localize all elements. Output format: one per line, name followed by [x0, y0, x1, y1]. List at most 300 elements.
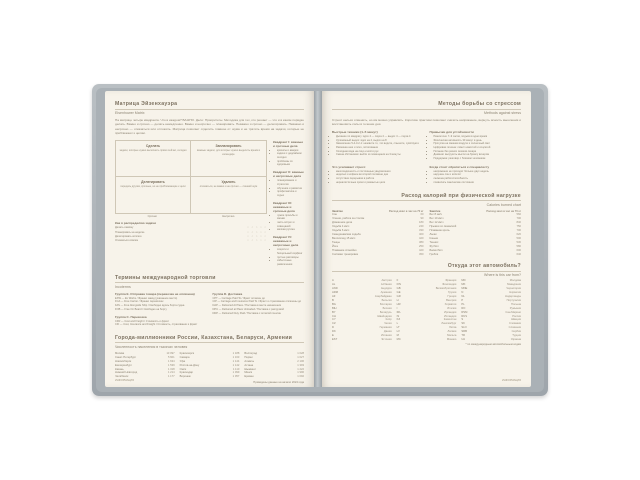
- column-header-calories: Расход ккал в час на 70 кг: [388, 209, 424, 213]
- technique-item: • Дыхание по квадрату: вдох 4 — пауза 4 — выдох 4 — пауза 4: [336, 135, 424, 139]
- car-code-column: [397, 279, 457, 342]
- activity: Плавание спокойно: [332, 248, 357, 252]
- country-name: Бельгия: [381, 298, 392, 302]
- matrix-quadrant-3: [116, 177, 191, 213]
- quadrant-title: Запланировать: [215, 143, 242, 148]
- car-code: GB: [396, 287, 401, 291]
- city-name: Нижний Новгород: [115, 371, 138, 375]
- car-code-row: [397, 338, 457, 342]
- city-population: 1 163: [232, 355, 240, 359]
- checklist-dots[interactable]: ○ ○ ○ ○ ○: [247, 239, 267, 243]
- activity: Велосипед 15 км/ч: [332, 236, 356, 240]
- city-population: 1 188: [232, 351, 240, 355]
- car-code: L: [396, 322, 399, 326]
- country-name: Сербия: [511, 330, 522, 334]
- section-subtitle: Incoterms: [115, 284, 131, 289]
- country-name: Босния: [382, 306, 392, 310]
- calories: 580: [516, 244, 521, 248]
- calories: 700: [516, 217, 521, 221]
- activity: Танцы: [332, 240, 340, 244]
- car-code-column: [332, 279, 392, 342]
- country-name: Венгрия: [446, 298, 457, 302]
- city-population: 1 318: [167, 367, 175, 371]
- country-name: Македония: [507, 283, 522, 287]
- city-population: 1 214: [167, 371, 175, 375]
- city-row: [180, 375, 240, 379]
- stress-specialist: [430, 165, 522, 185]
- checklist-row[interactable]: [115, 239, 267, 243]
- note-item: • проблемы со здоровьем: [277, 160, 304, 167]
- car-code: ARM: [332, 291, 338, 295]
- term-line: CFR — Cost and Freight / Стоимость и фрахт: [115, 319, 170, 323]
- car-code: BIH: [332, 306, 337, 310]
- note-item: • часть встреч и совещаний: [277, 221, 304, 228]
- term-line: FOB — Free On Board / Свободно на борту: [115, 307, 167, 311]
- car-code: EST: [332, 338, 338, 342]
- country-name: Казахстан: [443, 318, 457, 322]
- car-code: D: [332, 326, 334, 330]
- table-row: [332, 253, 424, 257]
- country-name: Латвия: [447, 330, 457, 334]
- city-population: 1 539: [167, 363, 175, 367]
- group-title: Группа C. Перевозка: [115, 314, 147, 319]
- activity: Ходьба 4 км/ч: [332, 225, 350, 229]
- calories: 530: [516, 240, 521, 244]
- right-page-footer: ИНФОРМАЦИЯ: [502, 379, 521, 382]
- checklist-label: Делать самому: [115, 226, 134, 230]
- city-population: 1 144: [232, 359, 240, 363]
- divider: [115, 109, 304, 110]
- left-section-2: [115, 275, 304, 327]
- section-note: * по международным автомобильным кодам: [465, 342, 521, 346]
- car-code: P: [461, 298, 464, 302]
- car-code: CH: [332, 314, 336, 318]
- car-code: RUS: [461, 314, 468, 318]
- matrix-wrap: [115, 140, 267, 267]
- section-title: Матрица Эйзенхауэра: [115, 101, 178, 107]
- city-population: 1 028: [297, 351, 305, 355]
- activity: Гребля: [429, 252, 439, 256]
- car-code: PL: [461, 302, 465, 306]
- quadrant-text: важные задачи, для которых нужно выделить время в календаре: [197, 149, 260, 156]
- amplifier-list: [332, 170, 424, 185]
- city-name: Санкт-Петербург: [115, 355, 137, 359]
- group-title: Группа E. Отправка товара (перевозка не оплачена): [115, 291, 195, 296]
- car-code: IRL: [396, 310, 401, 314]
- activity: Лыжи: [429, 232, 437, 236]
- note-item: • обучение и развитие: [277, 187, 304, 191]
- specialist-item: • напряжение не проходит больше двух недель: [434, 170, 522, 174]
- quadrant-text: передать другим, срочные, но не приближающие к цели: [120, 185, 186, 189]
- technique-item: • Смена обстановки: выйти из помещения на 3 минуты: [336, 153, 424, 157]
- quadrant-text: отказаться, не важно и не срочно — лишний шум: [199, 185, 258, 189]
- quadrant-title: Удалить: [221, 179, 236, 184]
- divider: [332, 200, 521, 201]
- activity: Скандинавская ходьба: [332, 232, 361, 236]
- country-name: Швейцария: [377, 314, 392, 318]
- checklist-label: Планировать на неделю: [115, 230, 145, 234]
- checklist-dots[interactable]: ○ ○ ○ ○ ○: [247, 230, 267, 234]
- car-code: SRB: [461, 330, 467, 334]
- habit-item: • Дневник: выгрузить мысли на бумагу вечером: [434, 153, 522, 157]
- term-line: CIF — Cost, Insurance and Freight / Стоимость, страхование и фрахт: [115, 323, 198, 327]
- car-code: E: [332, 334, 334, 338]
- note-list: [273, 214, 304, 233]
- section-subtitle: Methods against stress: [484, 111, 521, 115]
- stress-habits: [430, 130, 522, 161]
- section-note: Приведены данные на начало 2024 года: [253, 381, 304, 385]
- right-section-1: [332, 101, 521, 185]
- checklist-dots[interactable]: ○ ○ ○ ○ ○: [247, 226, 267, 230]
- city-population: 1 996: [297, 371, 305, 375]
- car-code: MC: [396, 338, 401, 342]
- right-page: [322, 91, 531, 387]
- eisenhower-matrix: [115, 140, 267, 214]
- matrix-quadrant-4: [191, 177, 266, 213]
- car-code: B: [332, 298, 334, 302]
- activity: Бег 10 км/ч: [429, 217, 444, 221]
- block-title: Что усиливает стресс: [332, 164, 366, 169]
- city-name: Омск: [179, 367, 187, 371]
- calories: 240: [419, 225, 424, 229]
- city-population: 5 601: [167, 355, 175, 359]
- left-section-3: [115, 335, 304, 385]
- car-code: RSM: [461, 310, 468, 314]
- activity: Коньки: [429, 236, 439, 240]
- country-name: Германия: [379, 326, 392, 330]
- checklist-label: Отказаться совсем: [115, 239, 138, 243]
- left-page-footer: ИНФОРМАЦИЯ: [115, 379, 134, 382]
- car-code: HR: [396, 302, 401, 306]
- column-header-activity: Занятие: [332, 209, 343, 213]
- divider: [332, 271, 521, 272]
- calorie-table-2: [430, 210, 522, 257]
- car-code: DK: [332, 330, 336, 334]
- country-name: Мальта: [447, 334, 457, 338]
- matrix-notes: [273, 140, 304, 267]
- amplifier-item: • недосып и кофеин во второй половине дня: [336, 173, 424, 177]
- block-title: Быстрые техники (1–5 минут): [332, 129, 378, 134]
- car-code: KZ: [396, 318, 401, 322]
- activity: Бег 8 км/ч: [429, 213, 442, 217]
- habit-item: • Режим сна: 7–9 часов, подъём в одно время: [434, 135, 522, 139]
- city-population: 1 142: [232, 363, 240, 367]
- car-code: S: [461, 318, 464, 322]
- city-column: [115, 352, 175, 379]
- activity: Домашние дела: [332, 221, 353, 225]
- amplifier-item: • многозадачность и постоянные уведомления: [336, 170, 424, 174]
- car-code: F: [396, 279, 399, 283]
- checklist-title: Как я распределяю задачи: [115, 221, 157, 226]
- city-population: 1 177: [167, 375, 175, 379]
- car-code: CY: [332, 318, 336, 322]
- technique-item: • Заземление 5-4-3-2-1: назовите то, что видите, слышите, чувствуете: [336, 142, 424, 146]
- activity: Баскетбол: [429, 248, 443, 252]
- calories: 450: [419, 252, 424, 256]
- car-code-row: [332, 338, 392, 342]
- country-name: Литва: [448, 326, 457, 330]
- country-name: Грузия: [448, 291, 457, 295]
- section-title: Термины международной торговли: [115, 274, 216, 281]
- country-name: Черногория: [506, 287, 522, 291]
- table-row: [430, 253, 522, 257]
- city-name: Шымкент: [244, 367, 257, 371]
- calories: 180: [419, 221, 424, 225]
- country-name: Исландия: [443, 314, 457, 318]
- city-name: Москва: [115, 351, 125, 355]
- activity: Прыжки со скакалкой: [429, 225, 457, 229]
- country-name: Чехия: [384, 322, 392, 326]
- note-title: Квадрант I: важные и срочные дела: [273, 139, 304, 148]
- car-code: FIN: [396, 283, 402, 287]
- note-list: [273, 248, 304, 267]
- amplifier-item: • отсутствие перерывов в работе: [336, 177, 424, 181]
- car-code: MNE: [461, 287, 468, 291]
- left-page: [105, 91, 314, 387]
- country-name: Люксембург: [441, 322, 457, 326]
- habit-item: • Поддержка: разговор с близким человеком: [434, 157, 522, 161]
- specialist-list: [430, 170, 522, 185]
- section-title: Города-миллионники России, Казахстана, Беларуси, Армении: [115, 334, 293, 341]
- city-name: Астана: [244, 363, 254, 367]
- column-header-calories: Расход ккал в час на 70 кг: [486, 209, 521, 213]
- country-name: Норвегия: [509, 291, 522, 295]
- car-code: IS: [396, 314, 400, 318]
- right-section-2: [332, 193, 521, 257]
- term-line: DDP — Delivered Duty Paid / Поставка с оплатой пошлин: [212, 311, 281, 315]
- quadrant-text: задачи, которые нужно выполнить прямо сейчас, сегодня: [119, 149, 187, 153]
- car-code: MK: [461, 283, 466, 287]
- divider: [115, 282, 304, 283]
- calories: 840: [516, 221, 521, 225]
- calories: 620: [516, 232, 521, 236]
- habit-item: • Физическая активность 30 минут в день: [434, 139, 522, 143]
- city-name: Алматы: [244, 359, 255, 363]
- car-code: SLO: [461, 326, 467, 330]
- car-code: H: [396, 298, 399, 302]
- term-line: EXW — Ex Works / Франко завод (указанное место): [115, 296, 178, 300]
- habit-item: • Прогулка на свежем воздухе и солнечный свет: [434, 142, 522, 146]
- section-title: Откуда этот автомобиль?: [447, 263, 521, 270]
- technique-list: [332, 135, 424, 157]
- calories: 60: [420, 213, 424, 217]
- divider: [332, 109, 521, 110]
- habit-item: • Цифровая гигиена: лимит новостей и соцсетей: [434, 146, 522, 150]
- city-name: Екатеринбург: [115, 363, 132, 367]
- city-name: Перми: [244, 355, 253, 359]
- specialist-item: • нарушен сон и аппетит: [434, 173, 522, 177]
- stress-amplifiers: [332, 165, 424, 185]
- term-line: CPT — Carriage Paid To / Фрахт оплачен до: [212, 296, 265, 300]
- section-subtitle: Calories burned chart: [486, 202, 521, 207]
- country-name: Эстония: [381, 338, 392, 342]
- city-column: [244, 352, 304, 379]
- car-code: GR: [396, 295, 401, 299]
- habit-list: [430, 135, 522, 161]
- divider: [115, 342, 304, 343]
- city-column: [180, 352, 240, 379]
- note-item: • кризисы и аварии: [277, 149, 304, 153]
- habit-item: • Питание без резких скачков сахара: [434, 150, 522, 154]
- car-code: A: [332, 279, 334, 283]
- stress-quick-techniques: [332, 130, 424, 161]
- country-name: Ирландия: [443, 310, 457, 314]
- calories: 600: [516, 248, 521, 252]
- country-name: Финляндия: [442, 283, 457, 287]
- calories: 500: [516, 236, 521, 240]
- calories: 750: [516, 225, 521, 229]
- note-item: • мелкая рутина: [277, 228, 304, 232]
- car-code: I: [396, 306, 398, 310]
- note-item: • пустые разговоры: [277, 256, 304, 260]
- calories: 400: [419, 232, 424, 236]
- car-code: LT: [396, 326, 400, 330]
- section-title: Расход калорий при физической нагрузке: [401, 192, 521, 199]
- section-intro: На матрице четыре квадранта. Что в каждом? ВАЖНО. Дело: Приоритеты. Методика для тех, кто решает — что и в каком порядке делать. Важно и срочно — делать немедленно. Важно и несрочно — планировать. Неважно и срочно — делегировать. Неважно и несрочно — отказаться или отложить. Матрица помогает отделить главное от шума и не тратить время на задачи, которые не приближают к целям.: [115, 118, 304, 136]
- checklist-dots[interactable]: ○ ○ ○ ○ ○: [247, 234, 267, 238]
- car-code-row: [461, 338, 521, 342]
- city-name: Уфа: [179, 359, 186, 363]
- city-name: Краснодар: [179, 371, 194, 375]
- car-code-column: [461, 279, 521, 342]
- car-code: GE: [396, 291, 401, 295]
- calories: 90: [420, 217, 424, 221]
- calorie-table-1: [332, 210, 424, 257]
- term-line: DPU — Delivered at Place Unloaded / Поставка с разгрузкой: [212, 307, 284, 311]
- note-item: • планирование и стратегия: [277, 179, 304, 186]
- activity: Сон: [332, 213, 337, 217]
- city-name: Красноярск: [179, 351, 195, 355]
- car-code: SK: [461, 322, 465, 326]
- activity: Футбол: [429, 244, 439, 248]
- calories: 560: [516, 213, 521, 217]
- column-header-activity: Занятие: [429, 209, 441, 213]
- country-name: Дания: [383, 330, 392, 334]
- car-code: TR: [461, 334, 465, 338]
- country-name: Андорра: [380, 287, 392, 291]
- country-name: Монако: [446, 338, 457, 342]
- country-name: Франция: [445, 279, 457, 283]
- country-name: Румыния: [509, 306, 522, 310]
- country-name: Молдова: [509, 279, 522, 283]
- car-code: BG: [332, 302, 336, 306]
- city-population: 1 393: [297, 363, 305, 367]
- activity: Силовая тренировка: [332, 252, 358, 256]
- calories: 420: [419, 236, 424, 240]
- note-list: [273, 149, 304, 168]
- car-code: RO: [461, 306, 466, 310]
- section-lead: Стресс нельзя отменить, но им можно управлять. Короткие практики помогают снизить напряжение, вернуть ясность мышления и восстановить силы в течение дня.: [332, 118, 521, 127]
- amplifier-item: • нереалистичные сроки и размытые цели: [336, 181, 424, 185]
- country-name: Португалия: [506, 298, 522, 302]
- city-population: 1 099: [232, 371, 240, 375]
- car-code: N: [461, 291, 464, 295]
- note-title: Квадрант IV: неважные и несрочные дела: [273, 235, 299, 248]
- car-code: MD: [461, 279, 466, 283]
- activity: Чтение, работа за столом: [332, 217, 365, 221]
- specialist-item: • снижена работоспособность: [434, 177, 522, 181]
- matrix-quadrant-1: [116, 141, 191, 177]
- matrix-col-label-urgent: Срочно: [147, 214, 157, 218]
- car-code: AZ: [332, 295, 336, 299]
- notebook-spine: [314, 91, 322, 387]
- car-code: CZ: [332, 322, 336, 326]
- city-row: [244, 375, 304, 379]
- country-name: Польша: [511, 302, 522, 306]
- technique-item: • Холодная вода на лицо и кисти рук: [336, 150, 424, 154]
- city-population: 1 634: [167, 359, 175, 363]
- country-name: Словения: [508, 326, 522, 330]
- country-name: Беларусь: [379, 310, 392, 314]
- country-name: Словакия: [508, 322, 522, 326]
- country-name: Нидерланды: [505, 295, 522, 299]
- country-name: Италия: [447, 306, 457, 310]
- country-name: Армения: [380, 291, 392, 295]
- calories: 640: [516, 252, 521, 256]
- country-name: Сан-Марино: [505, 310, 522, 314]
- country-name: Греция: [447, 295, 457, 299]
- note-item: • профилактика и отдых: [277, 190, 304, 197]
- city-population: 1 222: [297, 367, 305, 371]
- note-title: Квадрант II: важные и несрочные дела: [273, 170, 304, 179]
- note-list: [273, 179, 304, 198]
- note-title: Квадрант III: неважные и срочные дела: [273, 200, 295, 213]
- group-title: Группа D. Доставка: [212, 291, 243, 296]
- car-code: LV: [396, 330, 400, 334]
- city-population: 1 057: [232, 375, 240, 379]
- technique-item: • Разминка шеи и плеч, потягивание: [336, 146, 424, 150]
- country-name: Великобритания: [435, 287, 457, 291]
- block-title: Когда стоит обратиться к специалисту: [429, 164, 490, 169]
- left-section-1: [115, 101, 304, 267]
- note-item: • задачи с дедлайном сегодня: [277, 152, 304, 159]
- section-title: Методы борьбы со стрессом: [438, 101, 521, 107]
- specialist-item: • появились панические состояния: [434, 181, 522, 185]
- calories: 330: [419, 229, 424, 233]
- activity: Бег 12 км/ч: [429, 221, 444, 225]
- car-code: BY: [332, 310, 336, 314]
- section-subtitle: Where is this car from?: [484, 273, 521, 278]
- city-population: 13 097: [166, 351, 175, 355]
- technique-item: • Удлинённый выдох: вдох на 4, выдох на 8: [336, 139, 424, 143]
- country-name: Испания: [381, 334, 392, 338]
- matrix-quadrant-2: [191, 141, 266, 177]
- city-name: Воронеж: [179, 375, 191, 379]
- incoterms-col-1: [115, 292, 207, 327]
- city-name: Ереван: [244, 375, 254, 379]
- city-population: 1 092: [297, 375, 305, 379]
- country-name: Швеция: [511, 318, 522, 322]
- activity: Ходьба 6 км/ч: [332, 229, 350, 233]
- term-line: FCA — Free Carrier / Франко перевозчик: [115, 300, 164, 304]
- activity: Йога: [332, 244, 338, 248]
- city-name: Казань: [115, 367, 124, 371]
- term-line: FAS — Free Alongside Ship / Свободно вдоль борта судна: [115, 304, 185, 308]
- car-code: NL: [461, 295, 465, 299]
- calories: 420: [419, 248, 424, 252]
- matrix-col-label-not-urgent: Несрочно: [222, 214, 235, 218]
- section-subtitle: Численность населения в тысячах человек: [115, 344, 188, 349]
- section-subtitle: Eisenhower Matrix: [115, 111, 145, 115]
- city-population: 1 110: [232, 367, 240, 371]
- car-code: UA: [461, 338, 466, 342]
- calories: 700: [516, 229, 521, 233]
- country-name: Россия: [512, 314, 522, 318]
- term-line: DAP — Delivered At Place / Поставка в месте назначения: [212, 304, 281, 308]
- checklist-label: Делегировать коллеге: [115, 234, 142, 238]
- city-population: 2 106: [297, 359, 305, 363]
- city-population: 1 027: [297, 355, 305, 359]
